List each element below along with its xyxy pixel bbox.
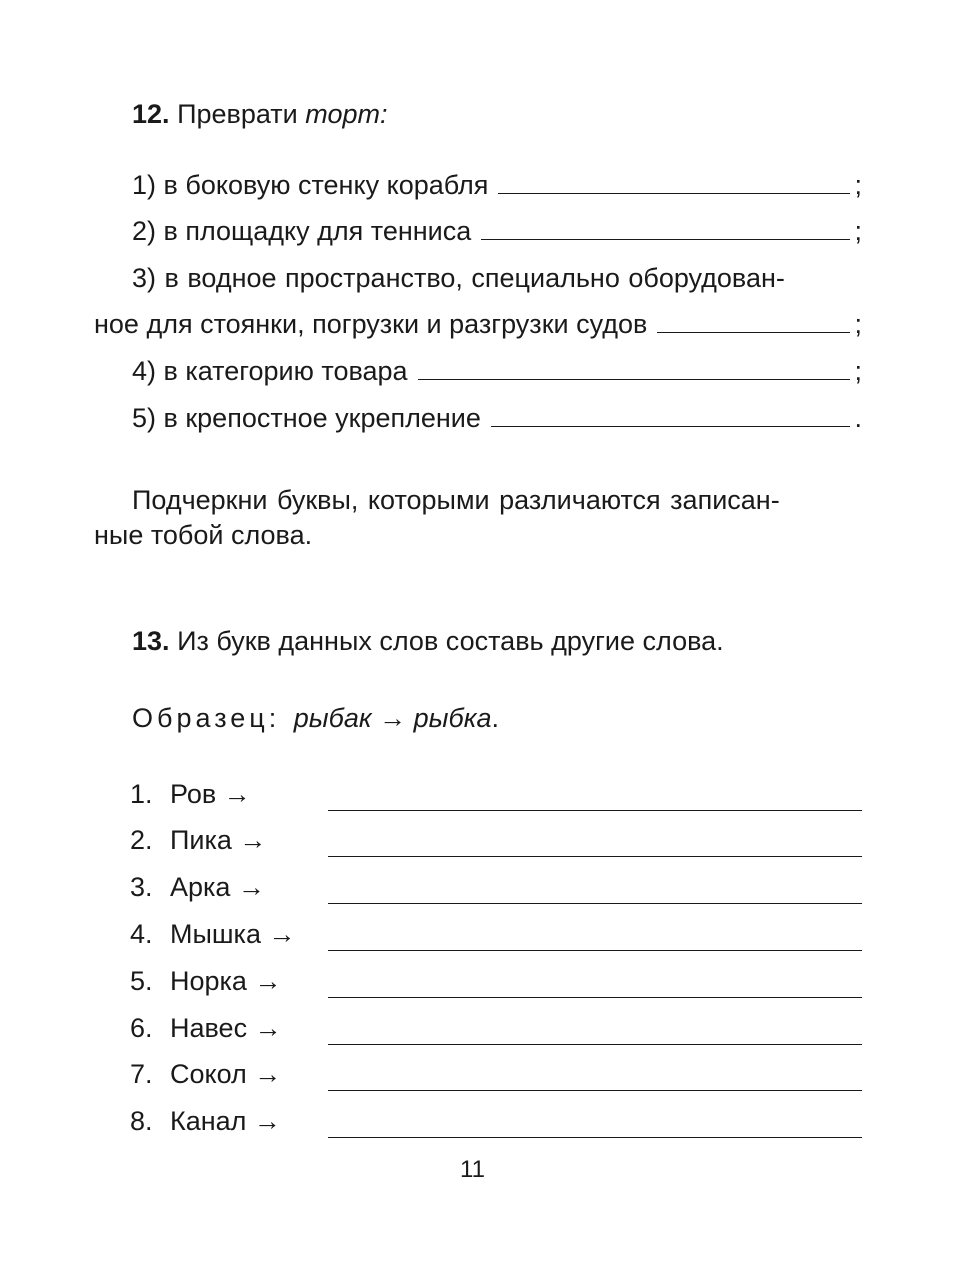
source-word: Норка → (170, 966, 282, 996)
task-12-item-2 (132, 218, 862, 245)
source-word: Ров → (170, 779, 251, 809)
task-12-item-5 (132, 405, 862, 432)
task-12-item-text: ное для стоянки, погрузки и разгрузки судов (94, 309, 648, 339)
answer-line[interactable] (491, 425, 851, 427)
answer-line[interactable] (328, 1090, 862, 1091)
answer-line[interactable] (328, 810, 862, 811)
task-12-underline-line-1: Подчеркни буквы, которыми различаются записан- (132, 485, 780, 515)
task-12-item-end: ; (854, 170, 862, 200)
task-12-item-1 (132, 172, 862, 199)
task-12-item-end: ; (854, 309, 862, 339)
answer-line[interactable] (498, 192, 850, 194)
word-number: 6. (130, 1013, 153, 1043)
task-12-item-text: 5) в крепостное укрепление (132, 403, 481, 433)
word-number: 4. (130, 919, 153, 949)
sample-end: . (491, 703, 499, 733)
task-13-sample (132, 705, 499, 732)
task-12-heading (132, 101, 387, 128)
task-12-item-end: ; (854, 216, 862, 246)
task-12-item-end: . (854, 403, 862, 433)
answer-line[interactable] (481, 238, 850, 240)
task-12-word: торт: (305, 99, 388, 129)
source-word: Сокол → (170, 1059, 282, 1089)
task-12-item-3: 3) в водное пространство, специально оборудован- (132, 263, 785, 293)
sample-label: Образец: (132, 703, 281, 733)
source-word: Навес → (170, 1013, 282, 1043)
source-word: Мышка → (170, 919, 296, 949)
word-row-4 (130, 921, 862, 955)
word-number: 3. (130, 872, 153, 902)
task-12-item-text: 2) в площадку для тенниса (132, 216, 472, 246)
word-number: 7. (130, 1059, 153, 1089)
task-13-intro: Из букв данных слов составь другие слова. (177, 626, 724, 656)
word-row-5 (130, 968, 862, 1002)
word-number: 5. (130, 966, 153, 996)
word-row-3 (130, 874, 862, 908)
answer-line[interactable] (328, 950, 862, 951)
answer-line[interactable] (657, 331, 850, 333)
answer-line[interactable] (328, 903, 862, 904)
task-12-item-end: ; (854, 356, 862, 386)
task-12-item-text: 1) в боковую стенку корабля (132, 170, 489, 200)
answer-line[interactable] (418, 378, 851, 380)
word-row-2 (130, 827, 862, 861)
word-row-8 (130, 1108, 862, 1142)
word-number: 8. (130, 1106, 153, 1136)
answer-line[interactable] (328, 997, 862, 998)
task-12-item-4 (132, 358, 862, 385)
source-word: Арка → (170, 872, 265, 902)
task-12-number: 12. (132, 99, 170, 129)
word-number: 1. (130, 779, 153, 809)
word-row-7 (130, 1061, 862, 1095)
page-number: 11 (460, 1156, 485, 1183)
word-row-1 (130, 781, 862, 815)
task-12-item-3-cont (94, 311, 862, 338)
task-13-heading (132, 628, 724, 655)
answer-line[interactable] (328, 856, 862, 857)
source-word: Канал → (170, 1106, 281, 1136)
word-number: 2. (130, 825, 153, 855)
answer-line[interactable] (328, 1137, 862, 1138)
task-12-intro: Преврати (177, 99, 298, 129)
answer-line[interactable] (328, 1044, 862, 1045)
word-row-6 (130, 1015, 862, 1049)
source-word: Пика → (170, 825, 267, 855)
sample-example: рыбак → рыбка (293, 703, 492, 733)
task-12-item-text: 4) в категорию товара (132, 356, 408, 386)
task-12-underline-line-2: ные тобой слова. (94, 520, 313, 550)
task-13-number: 13. (132, 626, 170, 656)
